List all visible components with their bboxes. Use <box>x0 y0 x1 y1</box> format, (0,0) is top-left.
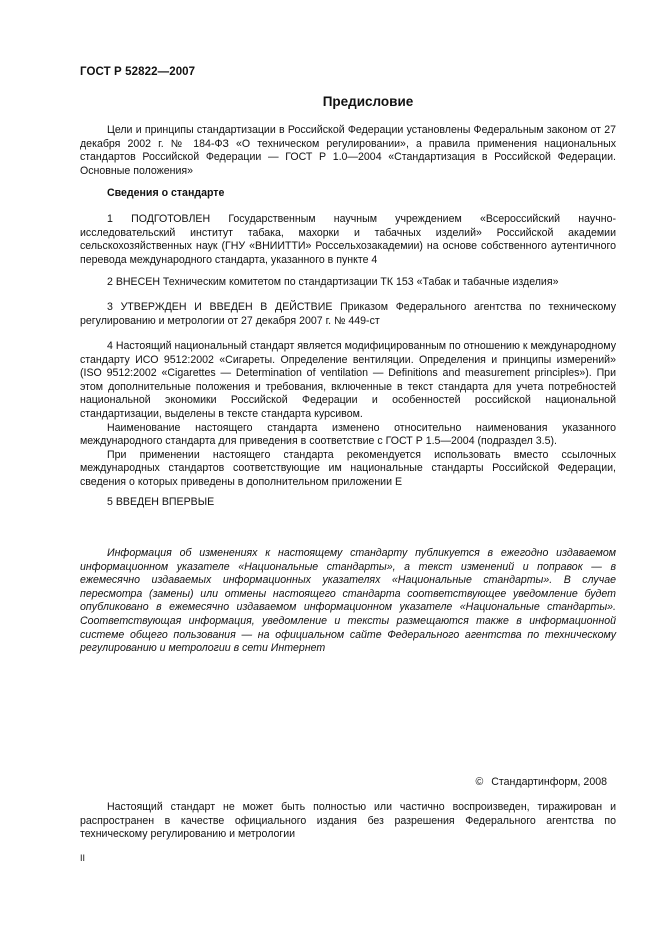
item-1-text: 1 ПОДГОТОВЛЕН Государственным научным учреждением «Всероссийский научно-исследовательский институт табака, махорки и табачных изделий» Российской академии сельскохозяйственных наук (ГНУ «ВНИИТТИ» Россельхозакадемии) на основе собственного аутентичного перевода международного стандарта, указанного в пункте 4 <box>80 213 616 266</box>
info-notice <box>80 547 616 656</box>
legal-notice-text: Настоящий стандарт не может быть полностью или частично воспроизведен, тиражирован и распространен в качестве официального издания без разрешения Федерального агентства по техническому регулированию и метрологии <box>80 801 616 841</box>
item-5 <box>80 496 616 510</box>
copyright-icon: © <box>475 776 484 788</box>
intro-text: Цели и принципы стандартизации в Российской Федерации установлены Федеральным законом от 27 декабря 2002 г. № 184-ФЗ «О техническом регулировании», а правила применения национальных стандартов Российской Федерации — ГОСТ Р 1.0—2004 «Стандартизация в Российской Федерации. Основные положения» <box>80 124 616 177</box>
legal-notice <box>80 801 616 842</box>
item-2-text: 2 ВНЕСЕН Техническим комитетом по стандартизации ТК 153 «Табак и табачные изделия» <box>107 276 559 288</box>
item-3 <box>80 301 616 328</box>
item-4 <box>80 340 616 490</box>
item-2 <box>80 276 616 290</box>
page-title: Предисловие <box>322 94 414 109</box>
page-number: II <box>80 853 86 863</box>
intro-paragraph <box>80 124 616 178</box>
standard-id: ГОСТ Р 52822—2007 <box>80 66 196 78</box>
section-heading: Сведения о стандарте <box>107 187 225 199</box>
item-4-paragraph-2: Наименование настоящего стандарта изменено относительно наименования указанного международного стандарта для приведения в соответствие с ГОСТ Р 1.5—2004 (подраздел 3.5). <box>80 421 616 448</box>
info-notice-text: Информация об изменениях к настоящему стандарту публикуется в ежегодно издаваемом информационном указателе «Национальные стандарты», а текст изменений и поправок — в ежемесячно издаваемых информационных указателях «Национальные стандарты». В случае пересмотра (замены) или отмены настоящего стандарта соответствующее уведомление будет опубликовано в ежемесячно издаваемом информационном указателе «Национальные стандарты». Соответствующая информация, уведомление и тексты размещаются также в информационной системе общего пользования — на официальном сайте Федерального агентства по техническому регулированию и метрологии в сети Интернет <box>80 547 616 655</box>
item-4-paragraph-1: 4 Настоящий национальный стандарт является модифицированным по отношению к международному стандарту ИСО 9512:2002 «Сигареты. Определение вентиляции. Определения и принципы измерений» (ISO 9512:2002 «Cigarettes — Determination of ventilation — Definitions and measurement principles»). При этом дополнительные положения и требования, включенные в текст стандарта для учета потребностей национальной экономики Российской Федерации и особенностей российской национальной стандартизации, выделены в тексте стандарта курсивом. <box>80 340 616 420</box>
copyright-line <box>475 776 607 788</box>
item-1 <box>80 213 616 267</box>
copyright-text: Стандартинформ, 2008 <box>491 776 607 788</box>
item-4-paragraph-3: При применении настоящего стандарта рекомендуется использовать вместо ссылочных международных стандартов соответствующие им национальные стандарты Российской Федерации, сведения о которых приведены в дополнительном приложении Е <box>80 448 616 488</box>
item-3-text: 3 УТВЕРЖДЕН И ВВЕДЕН В ДЕЙСТВИЕ Приказом Федерального агентства по техническому регулированию и метрологии от 27 декабря 2007 г. № 449-ст <box>80 301 616 327</box>
item-5-text: 5 ВВЕДЕН ВПЕРВЫЕ <box>107 496 215 508</box>
